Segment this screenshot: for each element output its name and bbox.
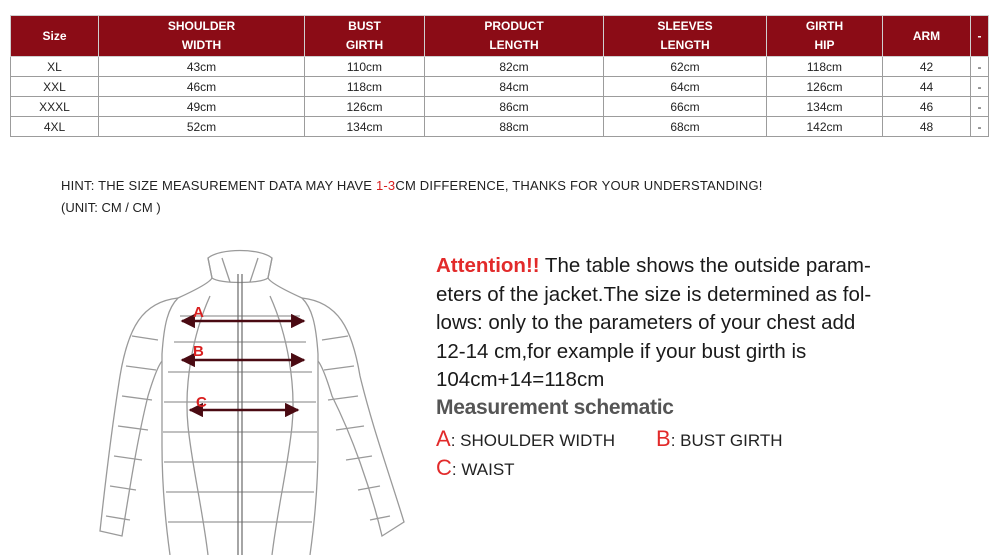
cell-product-length: 88cm bbox=[425, 117, 604, 137]
table-header-row bbox=[11, 16, 989, 57]
cell-arm: 48 bbox=[883, 117, 971, 137]
cell-product-length: 82cm bbox=[425, 57, 604, 77]
attention-note: Attention!! The table shows the outside param- eters of the jacket.The size is determined as fol- lows: only to the parameters of your chest add 12-14 cm,for example if your bust girth is 104cm+14=118cm bbox=[436, 254, 872, 392]
cell-girth-hip: 134cm bbox=[767, 97, 883, 117]
cell-sleeves-length: 62cm bbox=[604, 57, 767, 77]
hint-text: HINT: THE SIZE MEASUREMENT DATA MAY HAVE 1-3CM DIFFERENCE, THANKS FOR YOUR UNDERSTANDING! bbox=[61, 178, 763, 193]
cell-product-length: 86cm bbox=[425, 97, 604, 117]
cell-shoulder-width: 49cm bbox=[99, 97, 305, 117]
table-row bbox=[11, 97, 989, 117]
schematic-title: Measurement schematic bbox=[436, 396, 674, 419]
col-size: Size bbox=[11, 16, 99, 57]
cell-extra: - bbox=[971, 57, 989, 77]
table-row bbox=[11, 57, 989, 77]
cell-extra: - bbox=[971, 97, 989, 117]
table-row bbox=[11, 117, 989, 137]
diagram-label-b: B bbox=[193, 343, 204, 360]
col-arm: ARM bbox=[883, 16, 971, 57]
legend-item-b: B: BUST GIRTH bbox=[656, 426, 783, 451]
hint-highlight: 1-3 bbox=[375, 178, 396, 193]
cell-sleeves-length: 68cm bbox=[604, 117, 767, 137]
cell-size: XXL bbox=[11, 77, 99, 97]
jacket-left-sleeve bbox=[100, 298, 178, 536]
col-product-length: PRODUCT LENGTH bbox=[425, 16, 604, 57]
jacket-right-sleeve bbox=[302, 298, 404, 536]
cell-bust-girth: 110cm bbox=[305, 57, 425, 77]
attention-label: Attention!! bbox=[436, 254, 540, 277]
cell-bust-girth: 126cm bbox=[305, 97, 425, 117]
cell-arm: 44 bbox=[883, 77, 971, 97]
cell-shoulder-width: 43cm bbox=[99, 57, 305, 77]
cell-sleeves-length: 66cm bbox=[604, 97, 767, 117]
cell-girth-hip: 142cm bbox=[767, 117, 883, 137]
jacket-diagram bbox=[60, 236, 420, 555]
col-extra: - bbox=[971, 16, 989, 57]
cell-arm: 42 bbox=[883, 57, 971, 77]
col-bust-girth: BUST GIRTH bbox=[305, 16, 425, 57]
cell-size: 4XL bbox=[11, 117, 99, 137]
cell-bust-girth: 118cm bbox=[305, 77, 425, 97]
cell-bust-girth: 134cm bbox=[305, 117, 425, 137]
legend-item-c: C: WAIST bbox=[436, 455, 515, 480]
col-shoulder-width: SHOULDER WIDTH bbox=[99, 16, 305, 57]
jacket-collar bbox=[208, 251, 272, 283]
diagram-label-a: A bbox=[193, 304, 204, 321]
size-table bbox=[10, 15, 989, 137]
cell-shoulder-width: 52cm bbox=[99, 117, 305, 137]
col-sleeves-length: SLEEVES LENGTH bbox=[604, 16, 767, 57]
cell-size: XXXL bbox=[11, 97, 99, 117]
cell-sleeves-length: 64cm bbox=[604, 77, 767, 97]
cell-product-length: 84cm bbox=[425, 77, 604, 97]
cell-extra: - bbox=[971, 117, 989, 137]
cell-arm: 46 bbox=[883, 97, 971, 117]
cell-size: XL bbox=[11, 57, 99, 77]
cell-girth-hip: 118cm bbox=[767, 57, 883, 77]
col-girth-hip: GIRTH HIP bbox=[767, 16, 883, 57]
unit-note: (UNIT: CM / CM ) bbox=[61, 200, 161, 215]
cell-girth-hip: 126cm bbox=[767, 77, 883, 97]
cell-extra: - bbox=[971, 77, 989, 97]
cell-shoulder-width: 46cm bbox=[99, 77, 305, 97]
table-row bbox=[11, 77, 989, 97]
diagram-label-c: C bbox=[196, 394, 207, 411]
legend-item-a: A: SHOULDER WIDTH bbox=[436, 426, 616, 451]
